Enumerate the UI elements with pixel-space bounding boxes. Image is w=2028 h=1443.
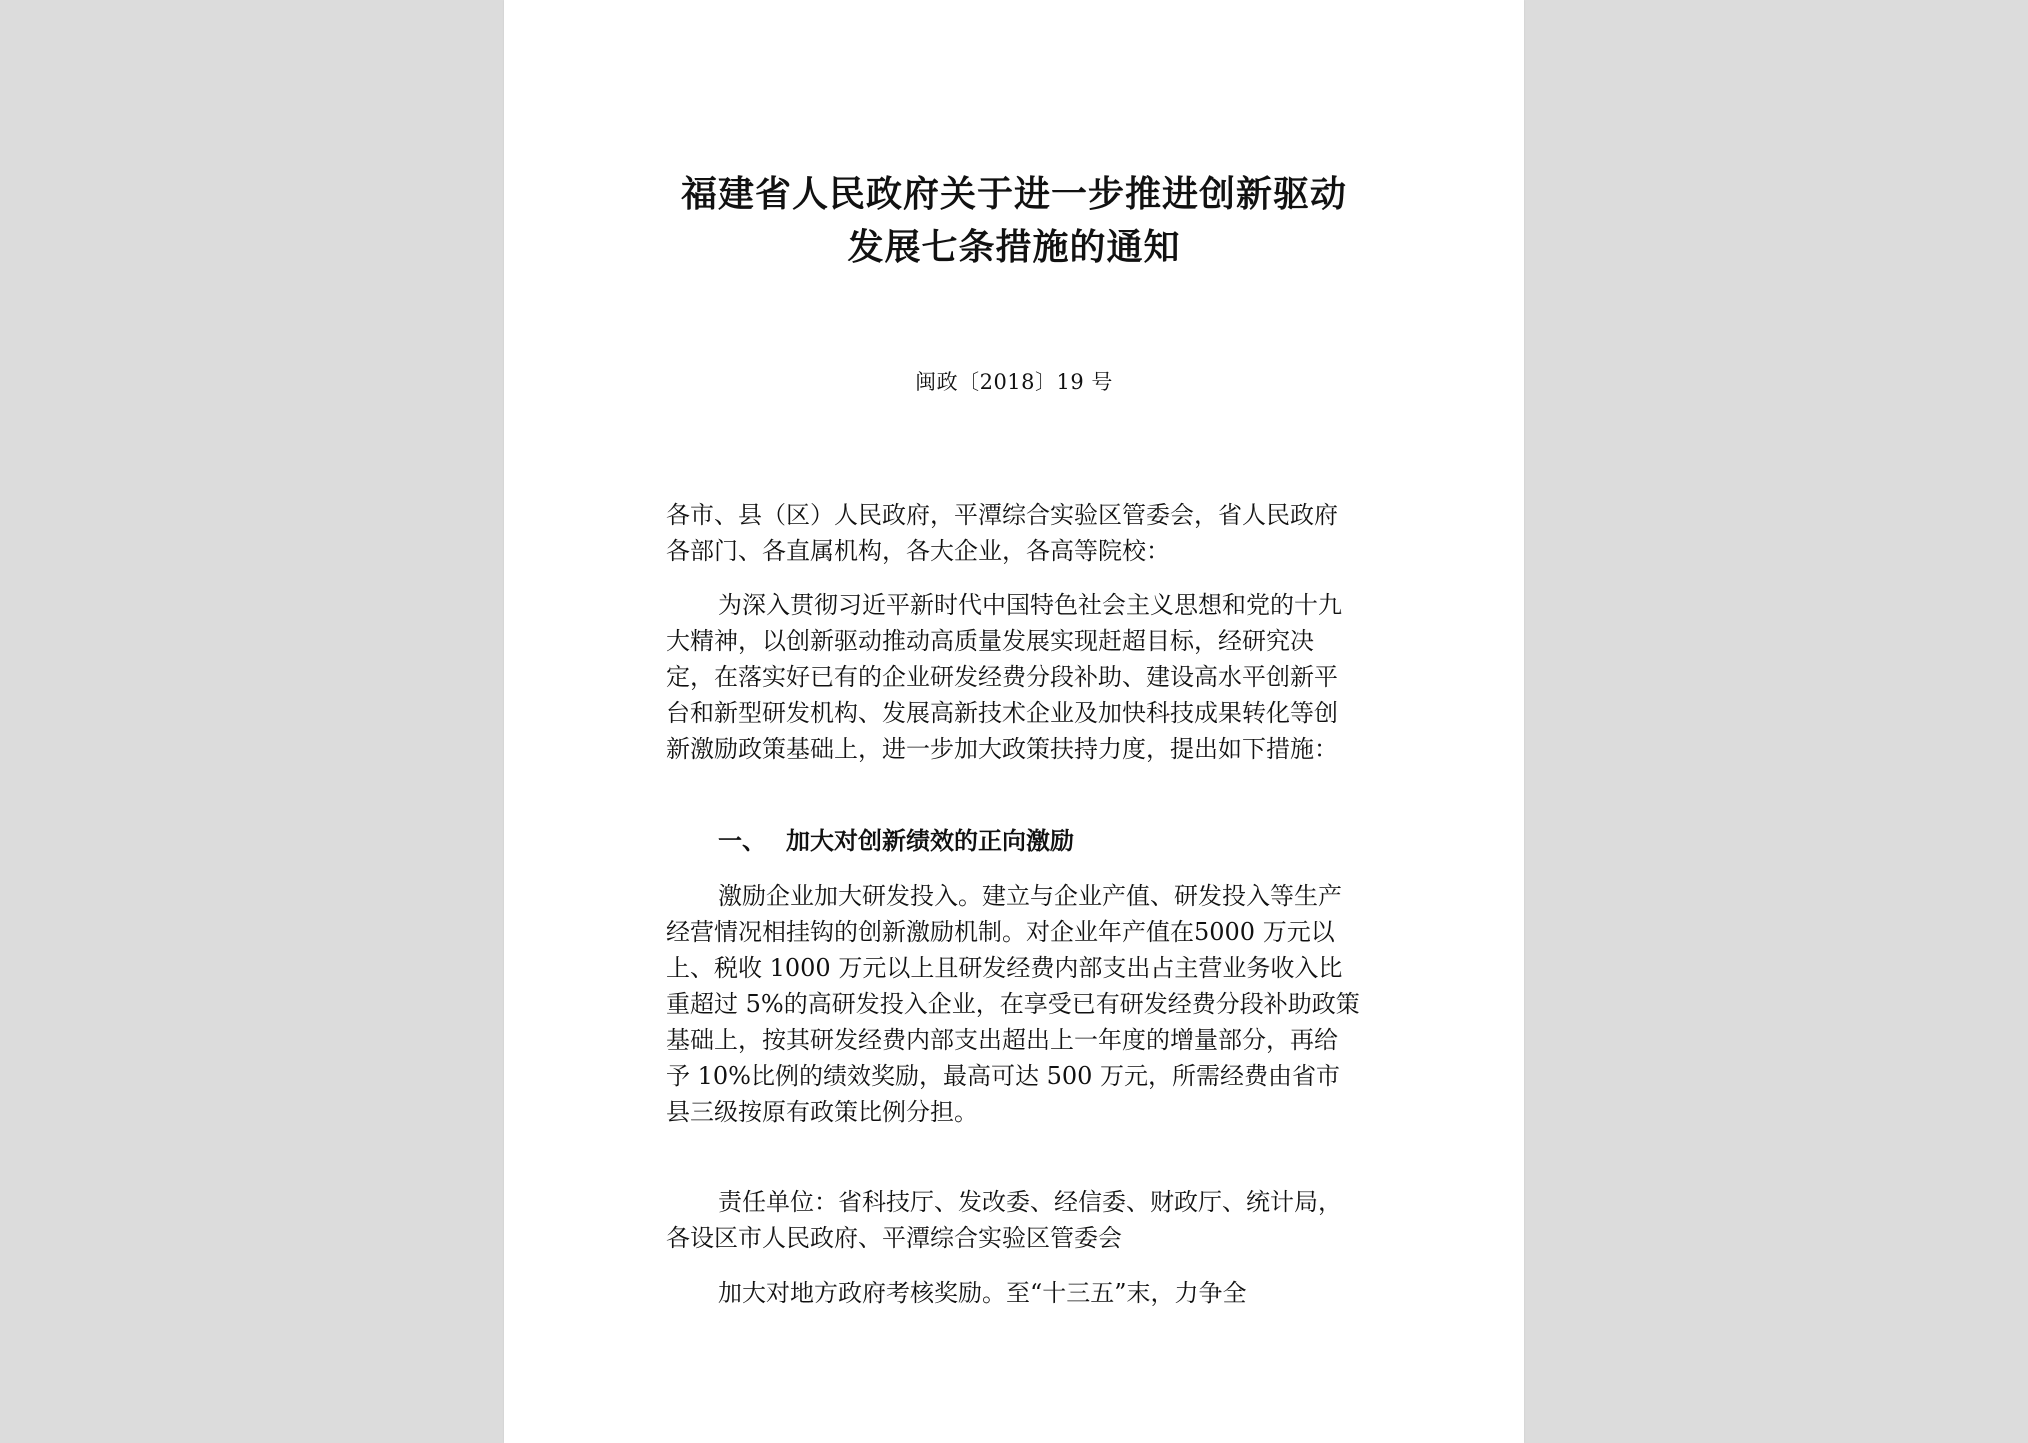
responsible-units-text: 责任单位：省科技厅、发改委、经信委、财政厅、统计局，各设区市人民政府、平潭综合实验区管委会	[666, 1188, 1342, 1252]
section-title: 加大对创新绩效的正向激励	[786, 827, 1074, 855]
intro-paragraph	[666, 587, 1361, 767]
government-reward-text: 加大对地方政府考核奖励。至“十三五”末，力争全	[718, 1279, 1247, 1307]
document-number: 闽政〔2018〕19 号	[915, 370, 1113, 394]
government-reward-paragraph	[666, 1275, 1361, 1311]
addressee-paragraph	[666, 497, 1361, 569]
document-page	[504, 0, 1524, 1443]
responsible-units-paragraph	[666, 1184, 1361, 1256]
incentive-text: 激励企业加大研发投入。建立与企业产值、研发投入等生产经营情况相挂钩的创新激励机制。对企业年产值在5000 万元以上、税收 1000 万元以上且研发经费内部支出占主营业务收入比重超过 5%的高研发投入企业，在享受已有研发经费分段补助政策基础上，按其研发经费内部支出超出上一年度的增量部分，再给予 10%比例的绩效奖励，最高可达 500 万元，所需经费由省市县三级按原有政策比例分担。	[666, 882, 1360, 1126]
title-line-2: 发展七条措施的通知	[847, 227, 1181, 268]
title-line-1: 福建省人民政府关于进一步推进创新驱动	[680, 174, 1347, 215]
incentive-paragraph	[666, 878, 1361, 1130]
intro-text: 为深入贯彻习近平新时代中国特色社会主义思想和党的十九大精神，以创新驱动推动高质量发展实现赶超目标，经研究决定，在落实好已有的企业研发经费分段补助、建设高水平创新平台和新型研发机构、发展高新技术企业及加快科技成果转化等创新激励政策基础上，进一步加大政策扶持力度，提出如下措施：	[666, 591, 1342, 763]
document-title	[504, 168, 1524, 274]
section-number: 一、	[718, 827, 766, 855]
section-heading-1	[718, 823, 1074, 859]
addressee-text: 各市、县（区）人民政府，平潭综合实验区管委会，省人民政府各部门、各直属机构，各大企业，各高等院校：	[666, 501, 1338, 565]
